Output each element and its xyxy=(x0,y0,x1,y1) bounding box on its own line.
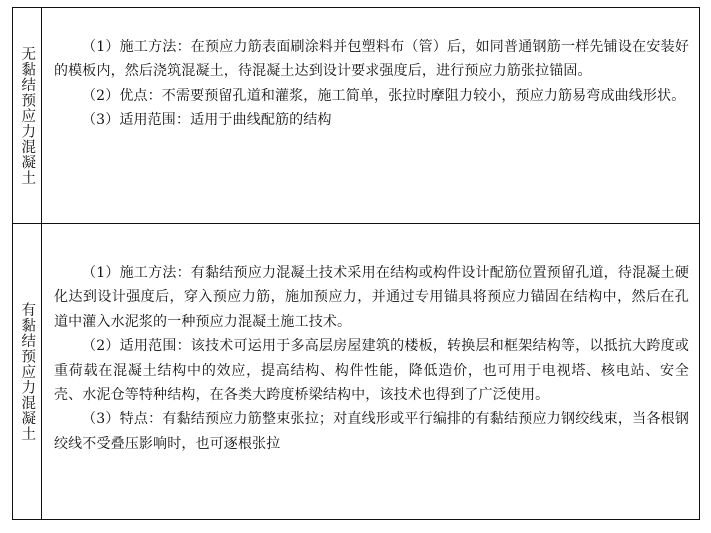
table-row-unbonded xyxy=(13,8,699,224)
row-content-cell xyxy=(42,8,699,223)
paragraph-scope: （2）适用范围：该技术可运用于多高层房屋建筑的楼板，转换层和框架结构等，以抵抗大跨度或重荷载在混凝土结构中的效应，提高结构、构件性能，降低造价，也可用于电视塔、核电站、安全壳、水泥仓等特种结构，在各类大跨度桥梁结构中，该技术也得到了广泛使用。 xyxy=(54,338,689,404)
table-row-bonded xyxy=(13,224,699,519)
row-label-cell xyxy=(13,8,42,223)
prestressed-concrete-table xyxy=(12,7,700,520)
paragraph-construction-method: （1）施工方法：有黏结预应力混凝土技术采用在结构或构件设计配筋位置预留孔道，待混凝土硬化达到设计强度后，穿入预应力筋，施加预应力，并通过专用锚具将预应力锚固在结构中，然后在孔道中灌入水泥浆的一种预应力混凝土施工技术。 xyxy=(54,265,689,330)
paragraph-advantages: （2）优点：不需要预留孔道和灌浆，施工简单，张拉时摩阻力较小，预应力筋易弯成曲线形状。 xyxy=(82,87,686,104)
paragraph-construction-method: （1）施工方法：在预应力筋表面刷涂料并包塑料布（管）后，如同普通钢筋一样先铺设在安装好的模板内，然后浇筑混凝土，待混凝土达到设计要求强度后，进行预应力筋张拉锚固。 xyxy=(54,39,689,80)
paragraph-features: （3）特点：有黏结预应力筋整束张拉；对直线形或平行编排的有黏结预应力钢绞线束，当各根钢绞线不受叠压影响时，也可逐根张拉 xyxy=(54,411,689,452)
paragraph-scope: （3）适用范围：适用于曲线配筋的结构 xyxy=(82,112,332,129)
row-label-bonded: 有黏结预应力混凝土 xyxy=(19,301,36,442)
row-content-cell xyxy=(42,224,699,519)
row-label-cell xyxy=(13,224,42,519)
row-label-unbonded: 无黏结预应力混凝土 xyxy=(19,45,36,186)
